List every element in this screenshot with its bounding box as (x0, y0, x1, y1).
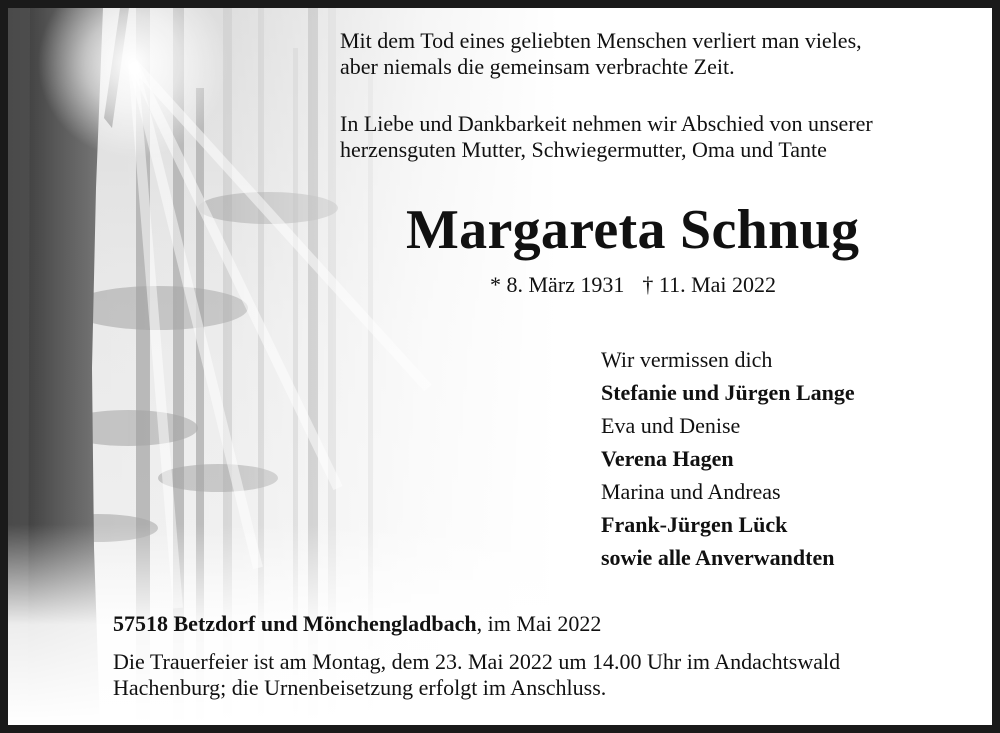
mourner-names: Frank-Jürgen Lück (601, 512, 788, 537)
funeral-info (113, 649, 840, 701)
mourners-list (601, 343, 855, 574)
place-date: , im Mai 2022 (476, 611, 602, 636)
place-location: 57518 Betzdorf und Mönchengladbach (113, 611, 477, 636)
mourner-names: Stefanie und Jürgen Lange (601, 380, 855, 405)
mourner-family: Marina und Andreas (601, 479, 781, 504)
farewell-intro (340, 111, 873, 164)
mourner-family: sowie alle Anverwandten (601, 545, 835, 570)
place-and-date (113, 611, 601, 637)
mourner-names: Verena Hagen (601, 446, 734, 471)
quote-line: aber niemals die gemeinsam verbrachte Zeit. (340, 54, 735, 80)
funeral-line: Hachenburg; die Urnenbeisetzung erfolgt im Anschluss. (113, 675, 607, 700)
life-dates (490, 272, 776, 298)
mourner-family: Eva und Denise (601, 413, 741, 438)
birth-date: * 8. März 1931 (490, 272, 625, 297)
quote-line: Mit dem Tod eines geliebten Menschen verliert man vieles, (340, 28, 862, 53)
opening-quote (340, 28, 862, 81)
deceased-name: Margareta Schnug (406, 199, 860, 261)
mourners-heading: Wir vermissen dich (601, 347, 773, 372)
intro-line: herzensguten Mutter, Schwiegermutter, Oma und Tante (340, 137, 827, 163)
funeral-line: Die Trauerfeier ist am Montag, dem 23. Mai 2022 um 14.00 Uhr im Andachtswald (113, 649, 841, 674)
death-date: † 11. Mai 2022 (642, 272, 777, 297)
intro-line: In Liebe und Dankbarkeit nehmen wir Abschied von unserer (340, 111, 873, 136)
